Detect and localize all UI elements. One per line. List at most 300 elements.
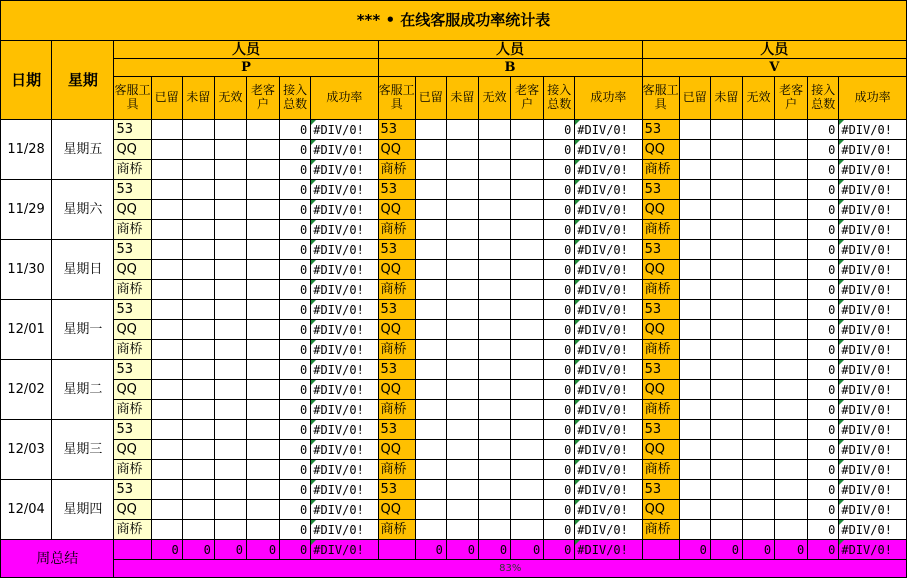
count-cell[interactable]: [415, 480, 446, 500]
count-cell[interactable]: [151, 520, 182, 540]
tool-cell[interactable]: 商桥: [114, 340, 151, 360]
total-cell[interactable]: 0: [280, 300, 311, 320]
count-cell[interactable]: [415, 160, 446, 180]
total-cell[interactable]: 0: [808, 440, 839, 460]
count-cell[interactable]: [246, 380, 279, 400]
tool-cell[interactable]: 53: [642, 480, 679, 500]
total-cell[interactable]: 0: [808, 360, 839, 380]
count-cell[interactable]: [151, 120, 182, 140]
count-cell[interactable]: [415, 280, 446, 300]
count-cell[interactable]: [415, 220, 446, 240]
rate-cell[interactable]: #DIV/0!: [575, 220, 642, 240]
count-cell[interactable]: [446, 220, 478, 240]
total-cell[interactable]: 0: [544, 280, 575, 300]
count-cell[interactable]: [742, 120, 774, 140]
tool-cell[interactable]: 商桥: [114, 220, 151, 240]
tool-cell[interactable]: 53: [114, 120, 151, 140]
count-cell[interactable]: [214, 300, 246, 320]
count-cell[interactable]: [478, 380, 510, 400]
total-cell[interactable]: 0: [808, 460, 839, 480]
weekday-cell[interactable]: 星期三: [52, 420, 114, 480]
total-cell[interactable]: 0: [280, 480, 311, 500]
count-cell[interactable]: [151, 240, 182, 260]
total-cell[interactable]: 0: [544, 220, 575, 240]
total-cell[interactable]: 0: [808, 220, 839, 240]
rate-cell[interactable]: #DIV/0!: [575, 520, 642, 540]
count-cell[interactable]: [511, 380, 544, 400]
count-cell[interactable]: [182, 280, 214, 300]
tool-cell[interactable]: 商桥: [378, 160, 415, 180]
summary-value-cell[interactable]: 0: [511, 540, 544, 560]
summary-tool-cell[interactable]: [642, 540, 679, 560]
count-cell[interactable]: [246, 440, 279, 460]
count-cell[interactable]: [511, 460, 544, 480]
count-cell[interactable]: [214, 520, 246, 540]
count-cell[interactable]: [446, 440, 478, 460]
count-cell[interactable]: [775, 280, 808, 300]
count-cell[interactable]: [478, 520, 510, 540]
total-cell[interactable]: 0: [544, 340, 575, 360]
count-cell[interactable]: [710, 480, 742, 500]
rate-cell[interactable]: #DIV/0!: [839, 380, 907, 400]
count-cell[interactable]: [246, 180, 279, 200]
rate-cell[interactable]: #DIV/0!: [575, 160, 642, 180]
count-cell[interactable]: [151, 220, 182, 240]
count-cell[interactable]: [775, 360, 808, 380]
count-cell[interactable]: [710, 460, 742, 480]
total-cell[interactable]: 0: [808, 260, 839, 280]
rate-cell[interactable]: #DIV/0!: [575, 120, 642, 140]
count-cell[interactable]: [214, 120, 246, 140]
count-cell[interactable]: [151, 480, 182, 500]
count-cell[interactable]: [182, 320, 214, 340]
count-cell[interactable]: [151, 340, 182, 360]
count-cell[interactable]: [214, 280, 246, 300]
count-cell[interactable]: [742, 340, 774, 360]
total-cell[interactable]: 0: [808, 120, 839, 140]
count-cell[interactable]: [214, 320, 246, 340]
count-cell[interactable]: [182, 120, 214, 140]
rate-cell[interactable]: #DIV/0!: [311, 380, 378, 400]
rate-cell[interactable]: #DIV/0!: [839, 500, 907, 520]
count-cell[interactable]: [214, 500, 246, 520]
count-cell[interactable]: [415, 140, 446, 160]
rate-cell[interactable]: #DIV/0!: [311, 340, 378, 360]
tool-cell[interactable]: QQ: [378, 260, 415, 280]
count-cell[interactable]: [446, 340, 478, 360]
total-cell[interactable]: 0: [544, 520, 575, 540]
rate-cell[interactable]: #DIV/0!: [839, 160, 907, 180]
count-cell[interactable]: [151, 500, 182, 520]
count-cell[interactable]: [775, 400, 808, 420]
count-cell[interactable]: [214, 260, 246, 280]
count-cell[interactable]: [182, 500, 214, 520]
count-cell[interactable]: [214, 420, 246, 440]
count-cell[interactable]: [182, 440, 214, 460]
rate-cell[interactable]: #DIV/0!: [575, 300, 642, 320]
rate-cell[interactable]: #DIV/0!: [839, 300, 907, 320]
count-cell[interactable]: [478, 400, 510, 420]
count-cell[interactable]: [775, 220, 808, 240]
count-cell[interactable]: [246, 120, 279, 140]
rate-cell[interactable]: #DIV/0!: [311, 240, 378, 260]
count-cell[interactable]: [246, 220, 279, 240]
tool-cell[interactable]: 商桥: [378, 520, 415, 540]
summary-value-cell[interactable]: 0: [151, 540, 182, 560]
count-cell[interactable]: [679, 340, 710, 360]
count-cell[interactable]: [151, 300, 182, 320]
count-cell[interactable]: [478, 160, 510, 180]
count-cell[interactable]: [182, 480, 214, 500]
weekday-cell[interactable]: 星期二: [52, 360, 114, 420]
rate-cell[interactable]: #DIV/0!: [575, 360, 642, 380]
tool-cell[interactable]: 53: [114, 480, 151, 500]
count-cell[interactable]: [478, 260, 510, 280]
count-cell[interactable]: [151, 420, 182, 440]
summary-value-cell[interactable]: 0: [775, 540, 808, 560]
tool-cell[interactable]: 商桥: [378, 280, 415, 300]
count-cell[interactable]: [415, 360, 446, 380]
count-cell[interactable]: [478, 500, 510, 520]
rate-cell[interactable]: #DIV/0!: [839, 360, 907, 380]
count-cell[interactable]: [214, 460, 246, 480]
count-cell[interactable]: [478, 420, 510, 440]
count-cell[interactable]: [446, 420, 478, 440]
count-cell[interactable]: [511, 420, 544, 440]
count-cell[interactable]: [710, 520, 742, 540]
tool-cell[interactable]: QQ: [378, 140, 415, 160]
rate-cell[interactable]: #DIV/0!: [575, 500, 642, 520]
tool-cell[interactable]: 53: [378, 300, 415, 320]
tool-cell[interactable]: 53: [642, 120, 679, 140]
count-cell[interactable]: [446, 400, 478, 420]
total-cell[interactable]: 0: [808, 520, 839, 540]
count-cell[interactable]: [679, 500, 710, 520]
tool-cell[interactable]: QQ: [642, 380, 679, 400]
count-cell[interactable]: [679, 380, 710, 400]
count-cell[interactable]: [511, 320, 544, 340]
count-cell[interactable]: [214, 440, 246, 460]
total-cell[interactable]: 0: [544, 180, 575, 200]
count-cell[interactable]: [478, 180, 510, 200]
total-cell[interactable]: 0: [280, 280, 311, 300]
tool-cell[interactable]: QQ: [642, 260, 679, 280]
count-cell[interactable]: [679, 480, 710, 500]
total-cell[interactable]: 0: [808, 140, 839, 160]
count-cell[interactable]: [775, 320, 808, 340]
count-cell[interactable]: [415, 300, 446, 320]
count-cell[interactable]: [182, 340, 214, 360]
rate-cell[interactable]: #DIV/0!: [575, 440, 642, 460]
count-cell[interactable]: [246, 140, 279, 160]
rate-cell[interactable]: #DIV/0!: [575, 420, 642, 440]
count-cell[interactable]: [182, 140, 214, 160]
date-cell[interactable]: 12/02: [1, 360, 52, 420]
total-cell[interactable]: 0: [280, 220, 311, 240]
rate-cell[interactable]: #DIV/0!: [575, 320, 642, 340]
count-cell[interactable]: [511, 140, 544, 160]
count-cell[interactable]: [214, 220, 246, 240]
count-cell[interactable]: [710, 400, 742, 420]
count-cell[interactable]: [214, 480, 246, 500]
rate-cell[interactable]: #DIV/0!: [839, 260, 907, 280]
count-cell[interactable]: [446, 120, 478, 140]
count-cell[interactable]: [246, 500, 279, 520]
rate-cell[interactable]: #DIV/0!: [311, 520, 378, 540]
count-cell[interactable]: [182, 420, 214, 440]
tool-cell[interactable]: QQ: [642, 140, 679, 160]
count-cell[interactable]: [415, 120, 446, 140]
count-cell[interactable]: [415, 260, 446, 280]
rate-cell[interactable]: #DIV/0!: [311, 320, 378, 340]
count-cell[interactable]: [710, 200, 742, 220]
tool-cell[interactable]: 商桥: [642, 280, 679, 300]
count-cell[interactable]: [151, 400, 182, 420]
count-cell[interactable]: [775, 260, 808, 280]
tool-cell[interactable]: 商桥: [642, 160, 679, 180]
count-cell[interactable]: [446, 460, 478, 480]
count-cell[interactable]: [742, 320, 774, 340]
count-cell[interactable]: [679, 440, 710, 460]
total-cell[interactable]: 0: [808, 240, 839, 260]
count-cell[interactable]: [679, 460, 710, 480]
rate-cell[interactable]: #DIV/0!: [311, 400, 378, 420]
count-cell[interactable]: [182, 220, 214, 240]
count-cell[interactable]: [775, 300, 808, 320]
count-cell[interactable]: [151, 260, 182, 280]
count-cell[interactable]: [511, 180, 544, 200]
summary-value-cell[interactable]: 0: [808, 540, 839, 560]
total-cell[interactable]: 0: [280, 460, 311, 480]
tool-cell[interactable]: 商桥: [114, 280, 151, 300]
rate-cell[interactable]: #DIV/0!: [311, 260, 378, 280]
count-cell[interactable]: [775, 140, 808, 160]
rate-cell[interactable]: #DIV/0!: [839, 400, 907, 420]
count-cell[interactable]: [775, 160, 808, 180]
count-cell[interactable]: [710, 140, 742, 160]
summary-value-cell[interactable]: 0: [280, 540, 311, 560]
summary-value-cell[interactable]: 0: [446, 540, 478, 560]
count-cell[interactable]: [710, 360, 742, 380]
count-cell[interactable]: [415, 200, 446, 220]
count-cell[interactable]: [151, 280, 182, 300]
count-cell[interactable]: [246, 420, 279, 440]
count-cell[interactable]: [775, 200, 808, 220]
summary-value-cell[interactable]: 0: [679, 540, 710, 560]
tool-cell[interactable]: 商桥: [378, 400, 415, 420]
count-cell[interactable]: [214, 180, 246, 200]
tool-cell[interactable]: 商桥: [642, 400, 679, 420]
count-cell[interactable]: [775, 500, 808, 520]
count-cell[interactable]: [415, 520, 446, 540]
count-cell[interactable]: [710, 120, 742, 140]
count-cell[interactable]: [214, 360, 246, 380]
count-cell[interactable]: [775, 420, 808, 440]
count-cell[interactable]: [511, 260, 544, 280]
total-cell[interactable]: 0: [280, 180, 311, 200]
rate-cell[interactable]: #DIV/0!: [311, 220, 378, 240]
tool-cell[interactable]: 53: [114, 300, 151, 320]
count-cell[interactable]: [151, 320, 182, 340]
tool-cell[interactable]: QQ: [378, 200, 415, 220]
count-cell[interactable]: [775, 440, 808, 460]
count-cell[interactable]: [478, 120, 510, 140]
count-cell[interactable]: [151, 180, 182, 200]
count-cell[interactable]: [478, 320, 510, 340]
count-cell[interactable]: [246, 320, 279, 340]
tool-cell[interactable]: 53: [378, 240, 415, 260]
count-cell[interactable]: [446, 200, 478, 220]
summary-value-cell[interactable]: 0: [478, 540, 510, 560]
count-cell[interactable]: [710, 240, 742, 260]
tool-cell[interactable]: 53: [114, 420, 151, 440]
total-cell[interactable]: 0: [280, 140, 311, 160]
count-cell[interactable]: [742, 380, 774, 400]
rate-cell[interactable]: #DIV/0!: [311, 440, 378, 460]
count-cell[interactable]: [214, 240, 246, 260]
count-cell[interactable]: [246, 460, 279, 480]
rate-cell[interactable]: #DIV/0!: [839, 140, 907, 160]
total-cell[interactable]: 0: [808, 340, 839, 360]
count-cell[interactable]: [446, 380, 478, 400]
rate-cell[interactable]: #DIV/0!: [839, 520, 907, 540]
count-cell[interactable]: [511, 280, 544, 300]
count-cell[interactable]: [415, 320, 446, 340]
tool-cell[interactable]: 53: [642, 240, 679, 260]
count-cell[interactable]: [415, 380, 446, 400]
tool-cell[interactable]: 商桥: [378, 460, 415, 480]
count-cell[interactable]: [478, 220, 510, 240]
tool-cell[interactable]: 商桥: [642, 520, 679, 540]
count-cell[interactable]: [182, 400, 214, 420]
summary-rate-cell[interactable]: #DIV/0!: [311, 540, 378, 560]
count-cell[interactable]: [478, 440, 510, 460]
count-cell[interactable]: [415, 240, 446, 260]
count-cell[interactable]: [511, 200, 544, 220]
weekday-cell[interactable]: 星期四: [52, 480, 114, 540]
count-cell[interactable]: [478, 460, 510, 480]
weekday-cell[interactable]: 星期一: [52, 300, 114, 360]
count-cell[interactable]: [679, 180, 710, 200]
count-cell[interactable]: [775, 380, 808, 400]
total-cell[interactable]: 0: [808, 380, 839, 400]
rate-cell[interactable]: #DIV/0!: [311, 180, 378, 200]
tool-cell[interactable]: 商桥: [378, 340, 415, 360]
rate-cell[interactable]: #DIV/0!: [311, 420, 378, 440]
count-cell[interactable]: [775, 340, 808, 360]
count-cell[interactable]: [710, 320, 742, 340]
tool-cell[interactable]: 商桥: [378, 220, 415, 240]
count-cell[interactable]: [246, 520, 279, 540]
tool-cell[interactable]: QQ: [378, 500, 415, 520]
count-cell[interactable]: [446, 480, 478, 500]
count-cell[interactable]: [478, 280, 510, 300]
count-cell[interactable]: [151, 440, 182, 460]
total-cell[interactable]: 0: [808, 400, 839, 420]
count-cell[interactable]: [710, 420, 742, 440]
count-cell[interactable]: [246, 340, 279, 360]
count-cell[interactable]: [775, 180, 808, 200]
tool-cell[interactable]: QQ: [378, 320, 415, 340]
total-cell[interactable]: 0: [544, 400, 575, 420]
count-cell[interactable]: [710, 440, 742, 460]
count-cell[interactable]: [214, 140, 246, 160]
rate-cell[interactable]: #DIV/0!: [839, 200, 907, 220]
count-cell[interactable]: [511, 160, 544, 180]
date-cell[interactable]: 11/28: [1, 120, 52, 180]
count-cell[interactable]: [511, 500, 544, 520]
summary-value-cell[interactable]: 0: [214, 540, 246, 560]
count-cell[interactable]: [742, 480, 774, 500]
date-cell[interactable]: 12/04: [1, 480, 52, 540]
count-cell[interactable]: [511, 440, 544, 460]
total-cell[interactable]: 0: [808, 500, 839, 520]
rate-cell[interactable]: #DIV/0!: [839, 340, 907, 360]
tool-cell[interactable]: QQ: [642, 500, 679, 520]
count-cell[interactable]: [182, 460, 214, 480]
count-cell[interactable]: [415, 340, 446, 360]
tool-cell[interactable]: QQ: [114, 320, 151, 340]
tool-cell[interactable]: 商桥: [642, 460, 679, 480]
count-cell[interactable]: [446, 360, 478, 380]
count-cell[interactable]: [742, 280, 774, 300]
tool-cell[interactable]: 53: [378, 180, 415, 200]
count-cell[interactable]: [182, 240, 214, 260]
total-cell[interactable]: 0: [280, 260, 311, 280]
count-cell[interactable]: [446, 520, 478, 540]
total-cell[interactable]: 0: [280, 120, 311, 140]
count-cell[interactable]: [182, 200, 214, 220]
count-cell[interactable]: [679, 220, 710, 240]
count-cell[interactable]: [679, 320, 710, 340]
count-cell[interactable]: [246, 360, 279, 380]
date-cell[interactable]: 11/30: [1, 240, 52, 300]
weekday-cell[interactable]: 星期六: [52, 180, 114, 240]
count-cell[interactable]: [446, 240, 478, 260]
total-cell[interactable]: 0: [280, 500, 311, 520]
total-cell[interactable]: 0: [808, 160, 839, 180]
count-cell[interactable]: [182, 160, 214, 180]
count-cell[interactable]: [679, 280, 710, 300]
summary-value-cell[interactable]: 0: [246, 540, 279, 560]
tool-cell[interactable]: 53: [378, 420, 415, 440]
count-cell[interactable]: [246, 300, 279, 320]
date-cell[interactable]: 12/03: [1, 420, 52, 480]
total-cell[interactable]: 0: [544, 480, 575, 500]
total-cell[interactable]: 0: [280, 360, 311, 380]
count-cell[interactable]: [415, 420, 446, 440]
tool-cell[interactable]: 53: [114, 180, 151, 200]
tool-cell[interactable]: 商桥: [642, 340, 679, 360]
total-cell[interactable]: 0: [280, 380, 311, 400]
count-cell[interactable]: [415, 500, 446, 520]
tool-cell[interactable]: 53: [378, 480, 415, 500]
tool-cell[interactable]: 商桥: [114, 400, 151, 420]
tool-cell[interactable]: 商桥: [642, 220, 679, 240]
total-cell[interactable]: 0: [280, 200, 311, 220]
count-cell[interactable]: [246, 280, 279, 300]
count-cell[interactable]: [511, 520, 544, 540]
count-cell[interactable]: [214, 160, 246, 180]
count-cell[interactable]: [742, 520, 774, 540]
count-cell[interactable]: [742, 240, 774, 260]
total-cell[interactable]: 0: [544, 320, 575, 340]
count-cell[interactable]: [151, 140, 182, 160]
tool-cell[interactable]: QQ: [114, 260, 151, 280]
tool-cell[interactable]: 53: [378, 120, 415, 140]
count-cell[interactable]: [151, 460, 182, 480]
tool-cell[interactable]: QQ: [378, 440, 415, 460]
